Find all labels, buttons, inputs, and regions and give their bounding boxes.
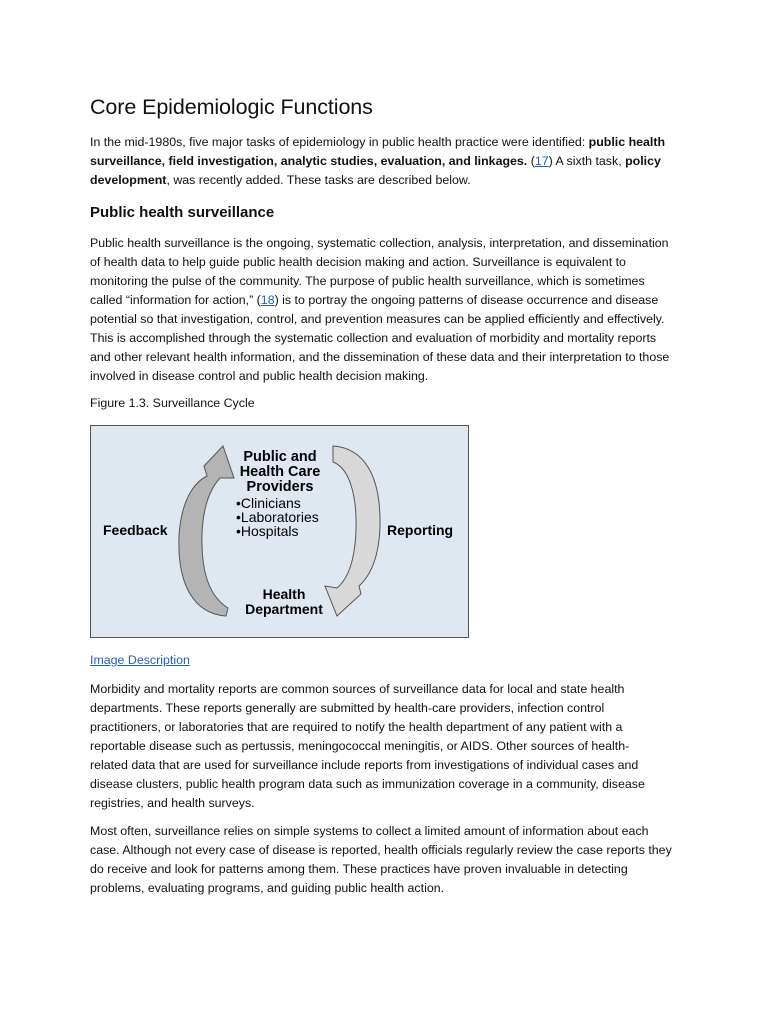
surveillance-systems-paragraph: Most often, surveillance relies on simple systems to collect a limited amount of information about each case. Although not every case of disease is reported, health officials regularly review the case reports they do receive and look for patterns among them. These practices have proven invaluable in detecting problems, evaluating programs, and guiding public health action. xyxy=(90,824,672,895)
page-title: Core Epidemiologic Functions xyxy=(90,95,373,119)
bullet-hospitals: •Hospitals xyxy=(236,523,299,539)
para1-after-cite: ) is to portray the ongoing patterns of disease occurrence and disease potential so that investigation, control, and prevention measures can be applied efficiently and effectively. This is accomplished through the systematic collection and evaluation of morbidity and mortality reports and other relevant health information, and the dissemination of these data and their interpretation to those involved in disease control and public health decision making. xyxy=(90,293,670,383)
providers-title-line-1: Public and xyxy=(243,449,317,465)
intro-cite-close: ) A sixth task, xyxy=(548,154,626,168)
image-description-link[interactable]: Image Description xyxy=(90,653,190,667)
feedback-arrow-icon xyxy=(179,446,234,616)
feedback-label: Feedback xyxy=(103,522,168,538)
morbidity-paragraph: Morbidity and mortality reports are common sources of surveillance data for local and state health departments. These reports generally are submitted by health-care providers, infection control practitioners, or laboratories that are required to notify the health department of any patient with a reportable disease such as pertussis, meningococcal meningitis, or AIDS. Other sources of health-related data that are used for surveillance include reports from investigations of individual cases and disease clusters, public health program data such as immunization coverage in a community, disease registries, and health surveys. xyxy=(90,682,645,810)
health-department-line-2: Department xyxy=(245,601,323,617)
intro-policy: policy development xyxy=(90,154,661,187)
image-description-paragraph xyxy=(90,651,190,670)
providers-title-line-2: Health Care xyxy=(239,464,321,480)
intro-paragraph xyxy=(90,133,670,190)
providers-title-line-3: Providers xyxy=(246,479,314,495)
intro-tail: , was recently added. These tasks are described below. xyxy=(166,173,471,187)
reporting-arrow-icon xyxy=(325,446,380,616)
surveillance-cycle-diagram xyxy=(91,426,468,637)
intro-tasks: public health surveillance, field investigation, analytic studies, evaluation, and linkages. xyxy=(90,135,666,168)
health-department-line-1: Health xyxy=(262,586,306,602)
intro-cite-open: ( xyxy=(527,154,535,168)
surveillance-cycle-figure xyxy=(90,425,469,638)
intro-lead: In the mid-1980s, five major tasks of epidemiology in public health practice were identified: xyxy=(90,135,589,149)
citation-link-18[interactable]: 18 xyxy=(260,293,275,307)
bullet-clinicians: •Clinicians xyxy=(236,495,301,511)
bullet-laboratories: •Laboratories xyxy=(236,509,319,525)
surveillance-paragraph xyxy=(90,234,680,386)
figure-caption: Figure 1.3. Surveillance Cycle xyxy=(90,396,255,410)
citation-link-17[interactable]: 17 xyxy=(534,154,549,168)
section-heading: Public health surveillance xyxy=(90,204,275,221)
reporting-label: Reporting xyxy=(387,522,454,538)
para1-before-cite: Public health surveillance is the ongoing, systematic collection, analysis, interpretation, and dissemination of health data to help guide public health decision making and action. Surveillance is equivalent to monitoring the pulse of the community. The purpose of public health surveillance, which is sometimes called “information for action,” ( xyxy=(90,236,669,307)
